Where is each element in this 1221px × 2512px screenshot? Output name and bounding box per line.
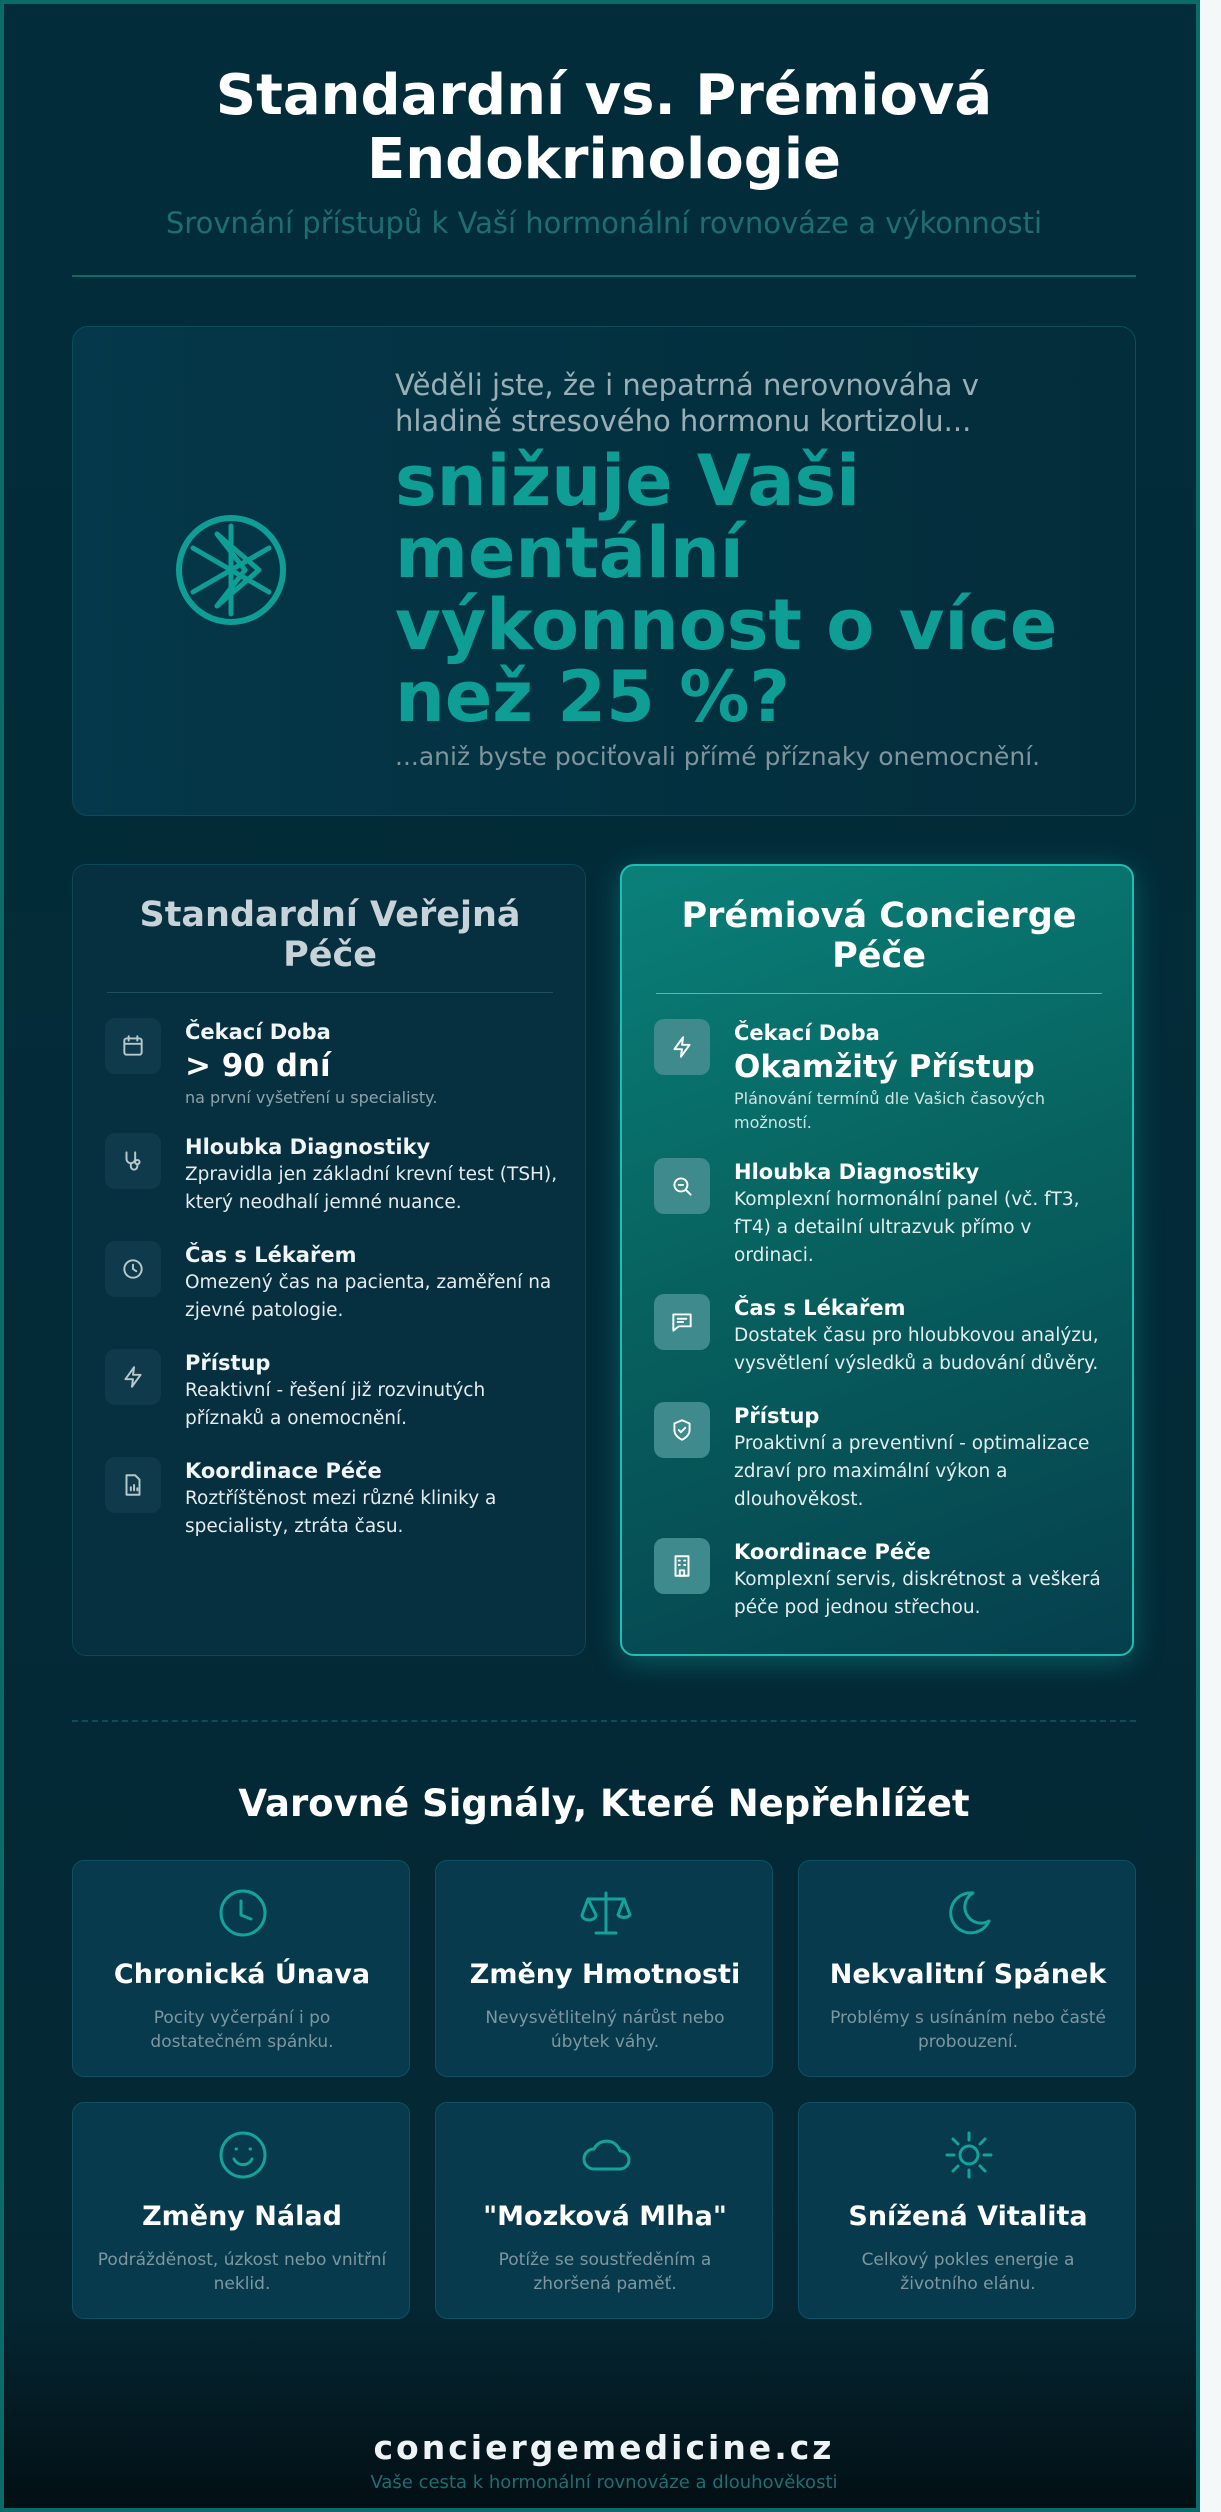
document-chart-icon xyxy=(105,1457,161,1513)
stethoscope-icon xyxy=(105,1133,161,1189)
page-title: Standardní vs. Prémiová Endokrinologie xyxy=(215,63,993,192)
footer-tagline: Vaše cesta k hormonální rovnováze a dlouhověkosti xyxy=(370,2472,838,2493)
feature-label: Čas s Lékařem xyxy=(185,1243,357,1267)
feature-description: Dostatek času pro hloubkovou analýzu, vysvětlení výsledků a budování důvěry. xyxy=(734,1325,1099,1374)
signal-description: Problémy s usínáním nebo časté probouzení. xyxy=(830,2008,1106,2052)
feature-description: Komplexní servis, diskrétnost a veškerá péče pod jednou střechou. xyxy=(734,1569,1101,1618)
card-title: Prémiová Concierge Péče xyxy=(681,896,1077,976)
page-margin xyxy=(1200,0,1221,2512)
feature-label: Hloubka Diagnostiky xyxy=(734,1160,980,1184)
lightning-icon xyxy=(654,1019,710,1075)
signal-card xyxy=(798,1860,1136,2077)
standard-care-card xyxy=(72,864,586,1656)
signal-title: Chronická Únava xyxy=(113,1959,371,1990)
feature-label: Čas s Lékařem xyxy=(734,1296,906,1320)
feature-description: Reaktivní - řešení již rozvinutých příznaků a onemocnění. xyxy=(185,1380,486,1429)
shield-check-icon xyxy=(654,1402,710,1458)
fact-highlight: snižuje Vaši mentální výkonnost o více než 25 %? xyxy=(395,440,1058,738)
feature-label: Koordinace Péče xyxy=(734,1540,931,1564)
card-divider xyxy=(107,992,553,993)
card-divider xyxy=(656,993,1102,994)
signal-card xyxy=(72,2102,410,2319)
signal-title: Snížená Vitalita xyxy=(848,2201,1088,2232)
fact-tail-text: ...aniž byste pociťovali přímé příznaky onemocnění. xyxy=(395,742,1041,771)
signal-card xyxy=(72,1860,410,2077)
feature-note: na první vyšetření u specialisty. xyxy=(185,1088,438,1107)
feature-label: Čekací Doba xyxy=(185,1020,331,1044)
feature-value: > 90 dní xyxy=(185,1048,331,1084)
cloud-icon xyxy=(580,2129,632,2181)
signal-description: Potíže se soustředěním a zhoršená paměť. xyxy=(498,2250,712,2294)
signal-description: Nevysvětlitelný nárůst nebo úbytek váhy. xyxy=(485,2008,725,2052)
calendar-icon xyxy=(105,1018,161,1074)
feature-note: Plánování termínů dle Vašich časových možností. xyxy=(734,1089,1046,1132)
feature-description: Zpravidla jen základní krevní test (TSH), který neodhalí jemné nuance. xyxy=(185,1164,558,1213)
feature-value: Okamžitý Přístup xyxy=(734,1049,1035,1085)
smile-icon xyxy=(217,2129,269,2181)
feature-description: Komplexní hormonální panel (vč. fT3, fT4) a detailní ultrazvuk přímo v ordinaci. xyxy=(734,1189,1080,1266)
feature-label: Čekací Doba xyxy=(734,1021,880,1045)
signal-description: Pocity vyčerpání i po dostatečném spánku. xyxy=(150,2008,334,2052)
fatigue-clock-icon xyxy=(217,1887,269,1939)
footer-website[interactable]: conciergemedicine.cz xyxy=(373,2428,835,2467)
search-icon xyxy=(654,1158,710,1214)
signal-title: Změny Hmotnosti xyxy=(469,1959,741,1990)
feature-description: Omezený čas na pacienta, zaměření na zjevné patologie. xyxy=(185,1272,552,1321)
moon-icon xyxy=(943,1887,995,1939)
scale-icon xyxy=(580,1887,632,1939)
feature-description: Proaktivní a preventivní - optimalizace zdraví pro maximální výkon a dlouhověkost. xyxy=(734,1433,1090,1510)
sun-icon xyxy=(943,2129,995,2181)
fact-lead-text: Věděli jste, že i nepatrná nerovnováha v hladině stresového hormonu kortizolu... xyxy=(395,368,979,438)
section-divider xyxy=(72,1720,1136,1722)
chat-icon xyxy=(654,1294,710,1350)
clock-icon xyxy=(105,1241,161,1297)
header-divider xyxy=(72,275,1136,277)
page-subtitle: Srovnání přístupů k Vaší hormonální rovnováze a výkonnosti xyxy=(165,206,1043,240)
signal-title: Změny Nálad xyxy=(142,2201,342,2232)
fact-box xyxy=(72,326,1136,816)
signal-title: Nekvalitní Spánek xyxy=(829,1959,1107,1990)
feature-label: Hloubka Diagnostiky xyxy=(185,1135,431,1159)
feature-label: Přístup xyxy=(734,1404,820,1428)
signal-description: Podrážděnost, úzkost nebo vnitřní neklid. xyxy=(97,2250,387,2294)
premium-care-card xyxy=(620,864,1134,1656)
card-title: Standardní Veřejná Péče xyxy=(139,895,521,975)
asterisk-star-icon xyxy=(173,512,289,628)
feature-label: Přístup xyxy=(185,1351,271,1375)
building-icon xyxy=(654,1538,710,1594)
signal-title: "Mozková Mlha" xyxy=(483,2201,727,2232)
signal-card xyxy=(798,2102,1136,2319)
signal-description: Celkový pokles energie a životního elánu. xyxy=(861,2250,1075,2294)
feature-description: Roztříštěnost mezi různé kliniky a specialisty, ztráta času. xyxy=(185,1488,497,1537)
signals-title: Varovné Signály, Které Nepřehlížet xyxy=(238,1782,970,1825)
lightning-icon xyxy=(105,1349,161,1405)
feature-label: Koordinace Péče xyxy=(185,1459,382,1483)
signal-card xyxy=(435,1860,773,2077)
signal-card xyxy=(435,2102,773,2319)
